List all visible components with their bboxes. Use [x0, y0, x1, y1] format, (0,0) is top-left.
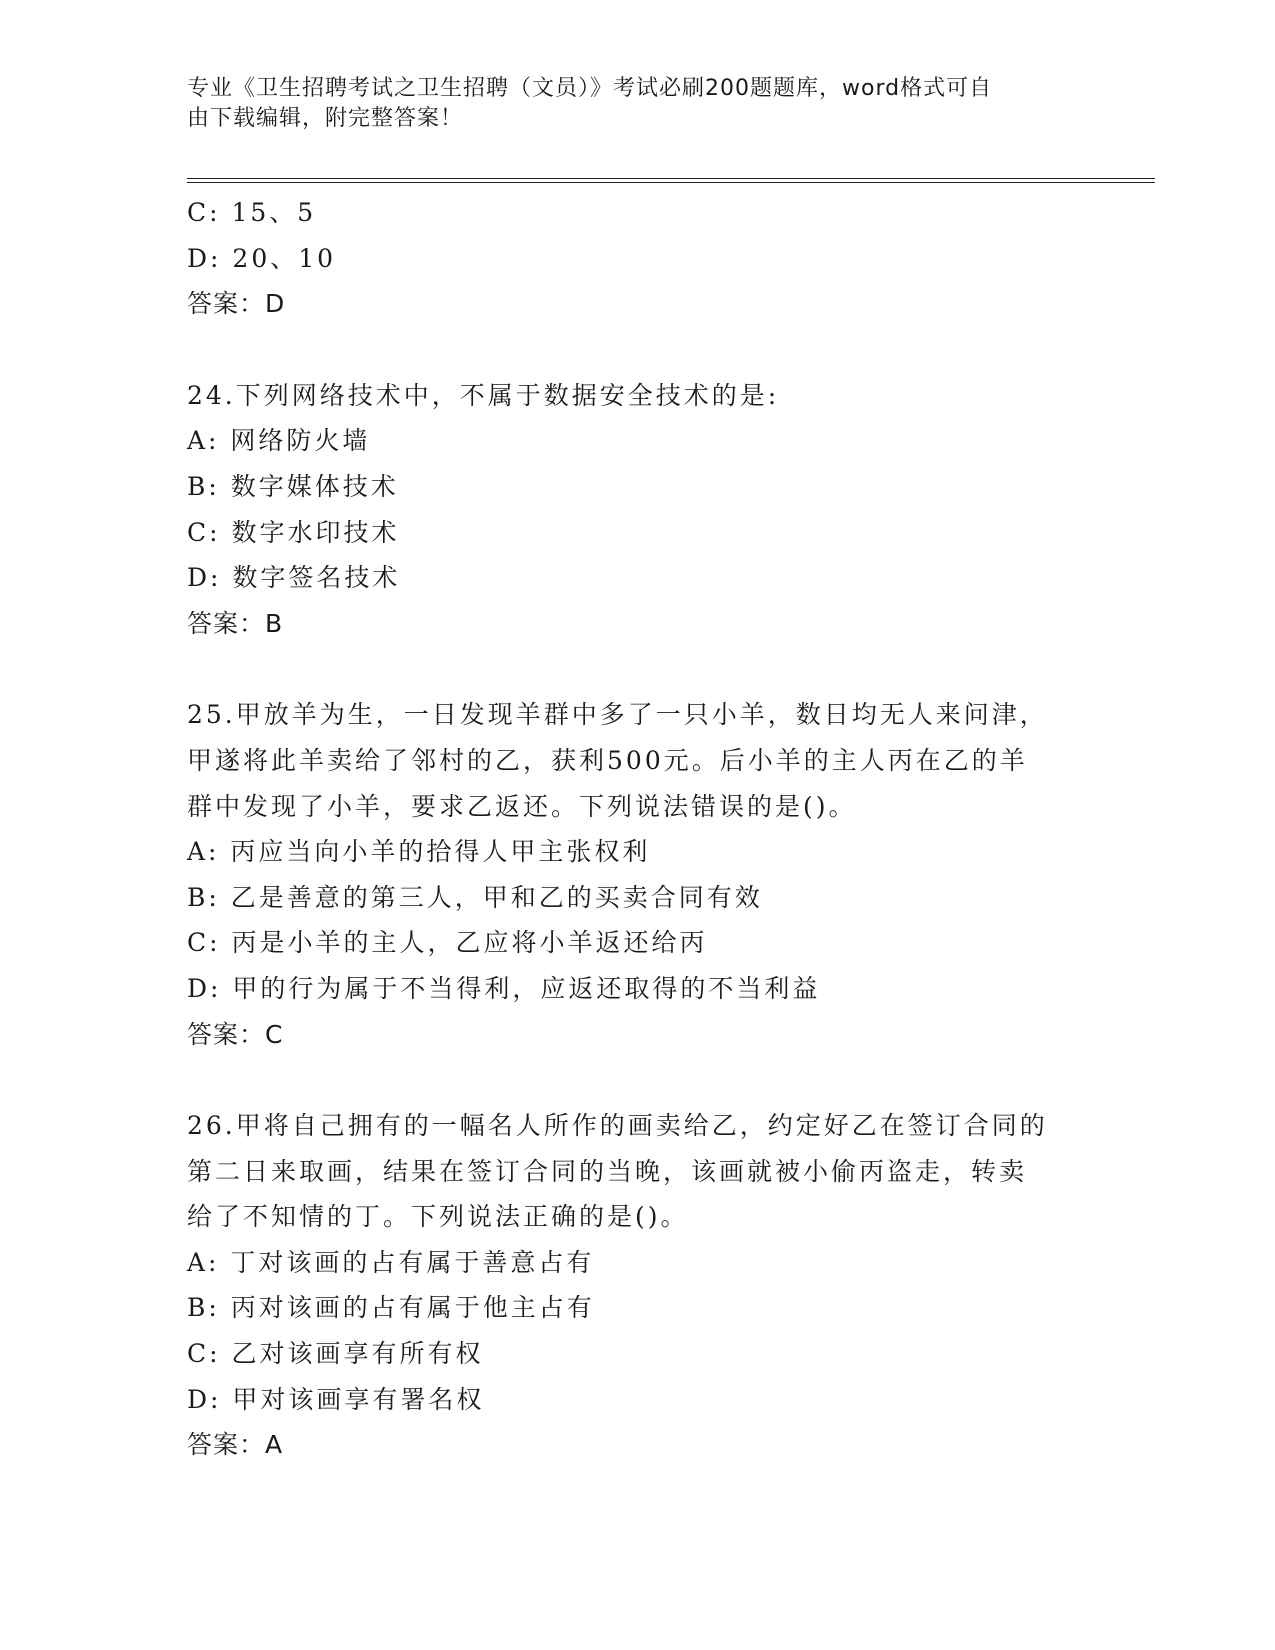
- option-b: B: 数字媒体技术: [187, 471, 399, 501]
- option-c: C: 15、5: [187, 198, 317, 227]
- option-a: A: 丁对该画的占有属于善意占有: [187, 1247, 595, 1277]
- header-rule-thin: [187, 178, 1155, 179]
- question-24: [187, 373, 1087, 647]
- option-d: D: 甲对该画享有署名权: [187, 1384, 485, 1414]
- question-26: [187, 1103, 1087, 1468]
- question-text-line-1: 26.甲将自己拥有的一幅名人所作的画卖给乙，约定好乙在签订合同的: [187, 1111, 1048, 1141]
- question-text-line-3: 给了不知情的丁。下列说法正确的是()。: [187, 1202, 689, 1232]
- option-a: A: 丙应当向小羊的拾得人甲主张权利: [187, 837, 651, 867]
- header-line-2: 由下载编辑，附完整答案！: [187, 106, 464, 131]
- question-25: [187, 692, 1087, 1057]
- header-rule-thick: [187, 182, 1155, 183]
- spacer: [187, 646, 1087, 692]
- spacer: [187, 327, 1087, 373]
- option-a: A: 网络防火墙: [187, 426, 371, 456]
- question-text-line-2: 甲遂将此羊卖给了邻村的乙，获利500元。后小羊的主人丙在乙的羊: [187, 745, 1028, 775]
- option-c: C: 数字水印技术: [187, 517, 400, 547]
- option-d: D: 20、10: [187, 243, 337, 273]
- question-text-line-3: 群中发现了小羊，要求乙返还。下列说法错误的是()。: [187, 791, 857, 821]
- option-c: C: 乙对该画享有所有权: [187, 1339, 484, 1369]
- spacer: [187, 1057, 1087, 1103]
- option-b: B: 丙对该画的占有属于他主占有: [187, 1293, 595, 1323]
- answer-line: 答案：D: [187, 289, 286, 319]
- option-b: B: 乙是善意的第三人，甲和乙的买卖合同有效: [187, 882, 763, 912]
- question-text-line-2: 第二日来取画，结果在签订合同的当晚，该画就被小偷丙盗走，转卖: [187, 1156, 1028, 1186]
- question-23-tail: [187, 190, 1087, 327]
- document-header: [187, 74, 1087, 134]
- question-text: 24.下列网络技术中，不属于数据安全技术的是:: [187, 380, 780, 410]
- option-d: D: 甲的行为属于不当得利，应返还取得的不当利益: [187, 973, 821, 1003]
- answer-line: 答案：A: [187, 1430, 284, 1460]
- answer-line: 答案：C: [187, 1019, 284, 1049]
- question-text-line-1: 25.甲放羊为生，一日发现羊群中多了一只小羊，数日均无人来问津，: [187, 700, 1048, 730]
- option-d: D: 数字签名技术: [187, 563, 401, 593]
- answer-line: 答案：B: [187, 608, 284, 638]
- questions-body: [187, 190, 1087, 1468]
- header-line-1: 专业《卫生招聘考试之卫生招聘（文员）》考试必刷200题题库，word格式可自: [187, 76, 993, 101]
- option-c: C: 丙是小羊的主人，乙应将小羊返还给丙: [187, 928, 708, 958]
